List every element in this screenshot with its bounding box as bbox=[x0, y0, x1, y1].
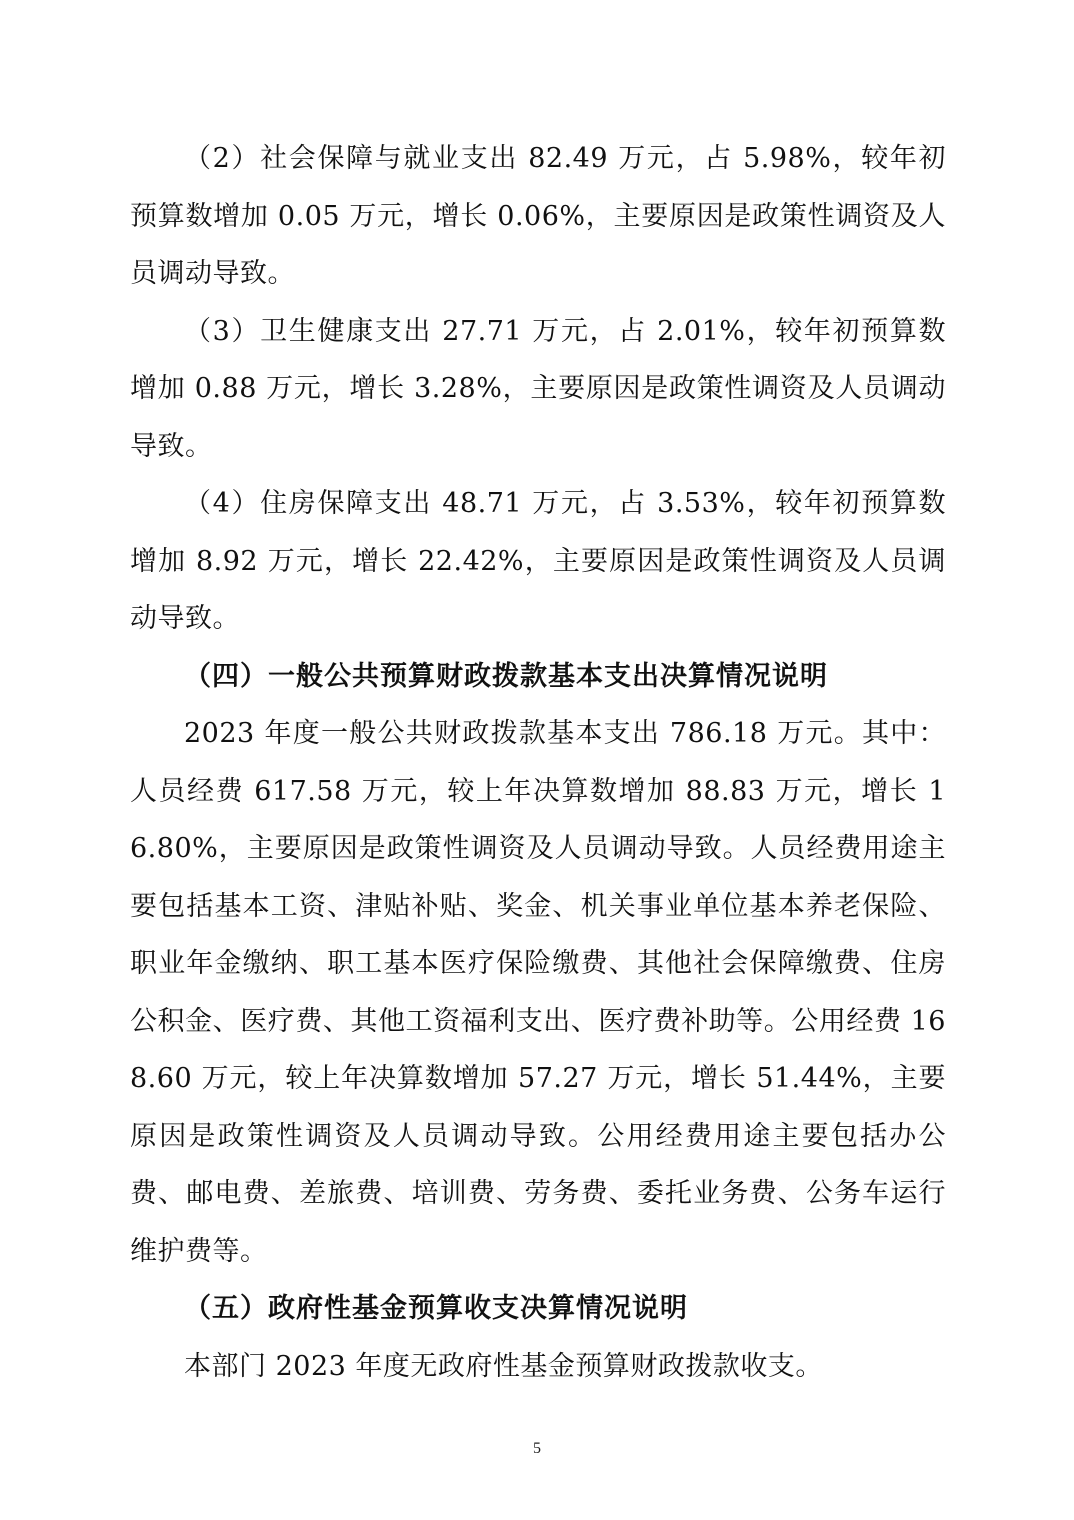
section-four-body: 2023 年度一般公共财政拨款基本支出 786.18 万元。其中：人员经费 617.58 万元，较上年决算数增加 88.83 万元，增长 16.80%，主要原因是政策性调资及人员调动导致。人员经费用途主要包括基本工资、津贴补贴、奖金、机关事业单位基本养老保险、职业年金缴纳、职工基本医疗保险缴费、其他社会保障缴费、住房公积金、医疗费、其他工资福利支出、医疗费补助等。公用经费 168.60 万元，较上年决算数增加 57.27 万元，增长 51.44%，主要原因是政策性调资及人员调动导致。公用经费用途主要包括办公费、邮电费、差旅费、培训费、劳务费、委托业务费、公务车运行维护费等。 bbox=[130, 718, 946, 1267]
section-four-heading: （四）一般公共预算财政拨款基本支出决算情况说明 bbox=[184, 660, 828, 692]
page-number: 5 bbox=[533, 1440, 541, 1457]
paragraph-housing-expenditure: （4）住房保障支出 48.71 万元，占 3.53%，较年初预算数增加 8.92 万元，增长 22.42%，主要原因是政策性调资及人员调动导致。 bbox=[130, 488, 946, 634]
paragraph-health-expenditure: （3）卫生健康支出 27.71 万元，占 2.01%，较年初预算数增加 0.88 万元，增长 3.28%，主要原因是政策性调资及人员调动导致。 bbox=[130, 315, 946, 462]
page-content bbox=[130, 130, 946, 1395]
section-five-body: 本部门 2023 年度无政府性基金预算财政拨款收支。 bbox=[184, 1350, 823, 1382]
paragraph-social-security-expenditure: （2）社会保障与就业支出 82.49 万元，占 5.98%，较年初预算数增加 0.05 万元，增长 0.06%，主要原因是政策性调资及人员调动导致。 bbox=[130, 143, 946, 289]
section-five-heading: （五）政府性基金预算收支决算情况说明 bbox=[184, 1293, 688, 1324]
